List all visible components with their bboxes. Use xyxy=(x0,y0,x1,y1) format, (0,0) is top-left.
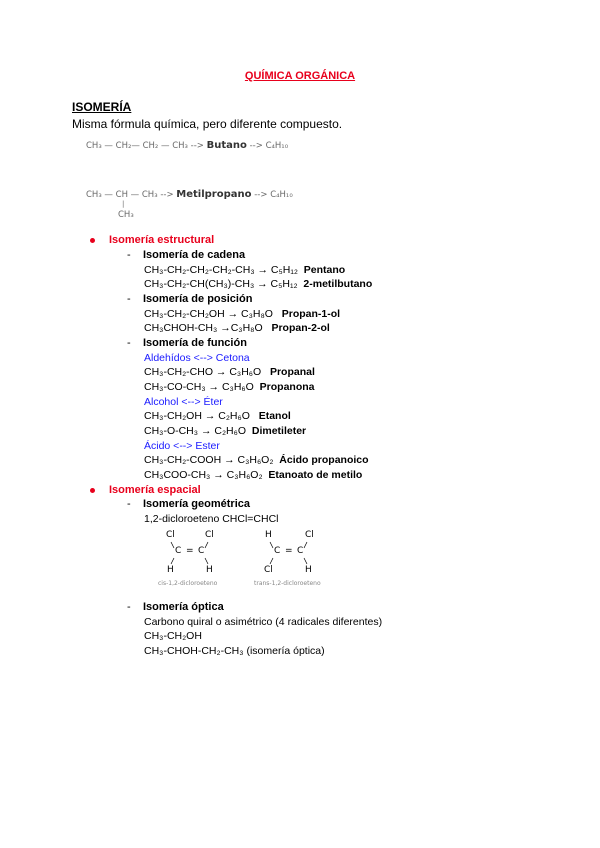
trans-h-top: H xyxy=(265,530,272,540)
cis-h-left: H xyxy=(167,565,174,575)
example-chain: CH₃ — CH₂— CH₂ — CH₃ xyxy=(86,141,188,151)
dash: - xyxy=(127,293,131,305)
compound-name: Etanol xyxy=(258,410,291,422)
dash: - xyxy=(127,498,131,510)
sub-chain xyxy=(127,249,245,261)
formula: CH₃-CH₂OH → C₂H₆O xyxy=(144,410,250,422)
compound-name: Propanona xyxy=(259,381,315,393)
sub-geometric xyxy=(127,498,250,510)
trans-cl-top: Cl xyxy=(305,530,314,540)
compound-name: Pentano xyxy=(303,264,346,276)
branch-group: CH₃ xyxy=(118,210,134,220)
cis-c-right: C xyxy=(198,546,205,556)
bullet-label: Isomería estructural xyxy=(109,234,215,246)
cis-cl-right: Cl xyxy=(205,530,214,540)
dash: - xyxy=(127,601,131,613)
group-label: Alcohol <--> Éter xyxy=(144,396,223,408)
compound-name: Propanal xyxy=(269,366,315,378)
branch-bond: | xyxy=(122,200,125,208)
section-heading: ISOMERÍA xyxy=(72,100,132,114)
trans-h-bottom: H xyxy=(305,565,312,575)
sub-function xyxy=(127,337,247,349)
sub-heading: Isomería de función xyxy=(143,337,247,349)
example-arrow: --> xyxy=(249,141,263,151)
example-chain: CH₃ — CH — CH₃ xyxy=(86,190,158,200)
example-butano xyxy=(86,140,288,151)
formula: CH₃-O-CH₃ → C₂H₆O xyxy=(144,425,247,437)
sub-heading: Isomería geométrica xyxy=(143,498,250,510)
compound-name: Etanoato de metilo xyxy=(268,469,363,481)
formula-line xyxy=(144,264,345,276)
formula: CH₃CHOH-CH₃ →C₃H₈O xyxy=(144,322,263,334)
bullet-dot xyxy=(90,238,95,243)
formula: CH₃COO-CH₃ → C₃H₆O₂ xyxy=(144,469,263,481)
example-formula: C₄H₁₀ xyxy=(265,141,289,151)
cis-caption: cis-1,2-dicloroeteno xyxy=(158,580,218,587)
compound-name: 2-metilbutano xyxy=(303,278,373,290)
dash: - xyxy=(127,337,131,349)
formula: CH₃-CH₂-CHO → C₃H₆O xyxy=(144,366,262,378)
sub-heading: Isomería de cadena xyxy=(143,249,246,261)
bullet-structural xyxy=(90,234,214,246)
formula: CH₃-CH₂-COOH → C₃H₆O₂ xyxy=(144,454,274,466)
example-name: Butano xyxy=(206,140,247,151)
bullet-spatial xyxy=(90,484,201,496)
geometric-text: 1,2-dicloroeteno CHCl=CHCl xyxy=(144,513,279,525)
intro-text: Misma fórmula química, pero diferente compuesto. xyxy=(72,117,343,131)
example-name: Metilpropano xyxy=(176,189,252,200)
formula-line xyxy=(144,469,362,481)
formula-line xyxy=(144,322,330,334)
compound-name: Propan-2-ol xyxy=(271,322,330,334)
group-label: Aldehídos <--> Cetona xyxy=(144,352,250,364)
optical-formula: CH₃-CHOH-CH₂-CH₃ (isomería óptica) xyxy=(144,645,325,657)
group-label: Ácido <--> Ester xyxy=(144,440,220,452)
formula: CH₃-CH₂-CH₂OH → C₃H₈O xyxy=(144,308,273,320)
bullet-dot xyxy=(90,488,95,493)
formula-line xyxy=(144,381,315,393)
formula-line xyxy=(144,425,306,437)
example-arrow: --> xyxy=(160,190,174,200)
sub-heading: Isomería de posición xyxy=(143,293,253,305)
cis-cl-left: Cl xyxy=(166,530,175,540)
formula: CH₃-CO-CH₃ → C₃H₆O xyxy=(144,381,254,393)
trans-double-bond: = xyxy=(285,546,293,556)
trans-c-right: C xyxy=(297,546,304,556)
compound-name: Dimetileter xyxy=(251,425,307,437)
sub-optical xyxy=(127,601,224,613)
cis-double-bond: = xyxy=(186,546,194,556)
optical-formula: CH₃-CH₂OH xyxy=(144,630,202,642)
compound-name: Propan-1-ol xyxy=(281,308,341,320)
trans-caption: trans-1,2-dicloroeteno xyxy=(254,580,321,587)
example-metilpropano xyxy=(86,189,293,200)
sub-heading: Isomería óptica xyxy=(143,601,224,613)
formula: CH₃-CH₂-CH₂-CH₂-CH₃ → C₅H₁₂ xyxy=(144,264,298,276)
formula-line xyxy=(144,454,369,466)
cis-c-left: C xyxy=(175,546,182,556)
formula-line xyxy=(144,410,291,422)
sub-position xyxy=(127,293,252,305)
formula-line xyxy=(144,366,315,378)
formula-line xyxy=(144,278,372,290)
formula: CH₃-CH₂-CH(CH₃)-CH₃ → C₅H₁₂ xyxy=(144,278,298,290)
trans-cl-bottom: Cl xyxy=(264,565,273,575)
page-title: QUÍMICA ORGÁNICA xyxy=(244,70,356,82)
trans-c-left: C xyxy=(274,546,281,556)
cis-h-right: H xyxy=(206,565,213,575)
example-arrow: --> xyxy=(190,141,204,151)
example-formula: C₄H₁₀ xyxy=(270,190,293,200)
dash: - xyxy=(127,249,131,261)
compound-name: Ácido propanoico xyxy=(279,454,369,466)
formula-line xyxy=(144,308,340,320)
bullet-label: Isomería espacial xyxy=(109,484,201,496)
example-arrow: --> xyxy=(254,190,268,200)
optical-text: Carbono quiral o asimétrico (4 radicales diferentes) xyxy=(144,616,383,628)
